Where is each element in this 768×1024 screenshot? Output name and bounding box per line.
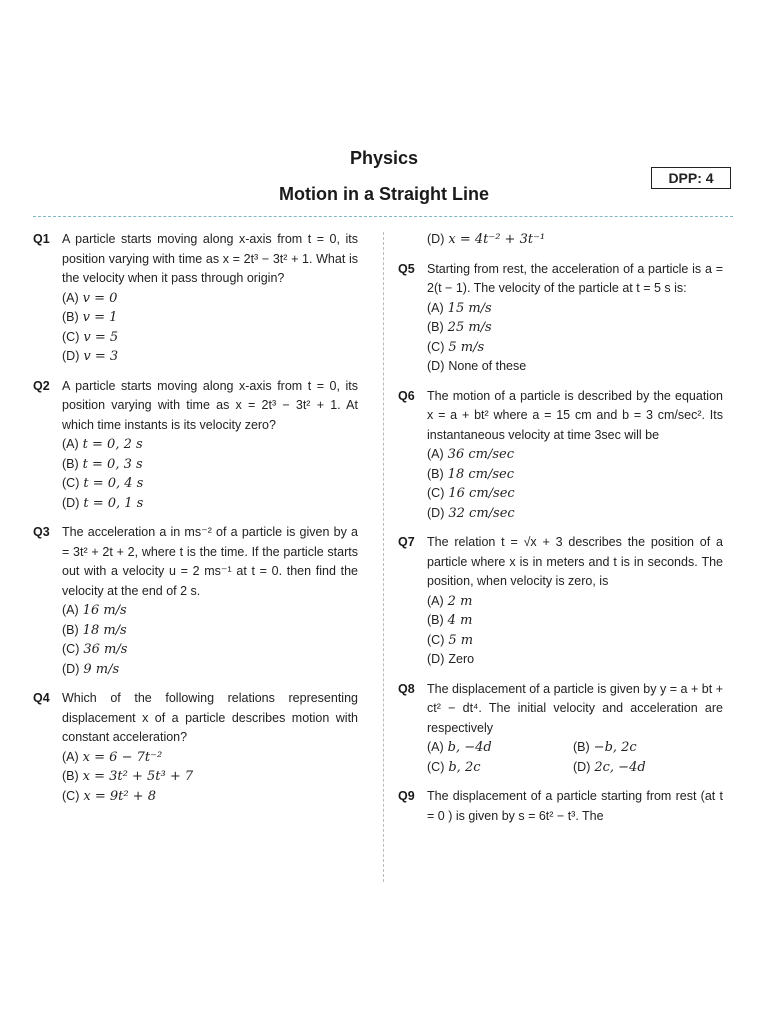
question-q5 — [398, 260, 723, 377]
option-label: (A) — [427, 593, 444, 608]
option-b — [573, 738, 723, 758]
option-label: (A) — [427, 447, 444, 461]
option-label: (B) — [62, 622, 79, 637]
question-q8 — [398, 680, 723, 778]
question-number: Q7 — [398, 535, 415, 549]
option-text: t = 0, 2 s — [82, 437, 143, 452]
option-a — [427, 299, 723, 319]
option-text: 32 cm/sec — [448, 505, 515, 521]
option-label: (C) — [427, 486, 445, 500]
option-d — [427, 650, 723, 670]
page-title: Physics — [349, 148, 419, 168]
question-text: Starting from rest, the acceleration of a particle is a = 2(t − 1). The velocity of the particle at t = 5 s is: — [427, 261, 723, 295]
option-label: (B) — [427, 320, 444, 334]
option-c — [62, 474, 358, 494]
option-text: x = 4t⁻² + 3t⁻¹ — [448, 232, 546, 247]
question-q9 — [398, 787, 723, 826]
option-label: (A) — [62, 437, 79, 451]
option-label: (C) — [427, 632, 445, 647]
option-c — [62, 640, 358, 660]
option-text: 15 m/s — [447, 300, 492, 316]
question-number: Q3 — [33, 525, 50, 539]
option-label: (D) — [62, 661, 80, 676]
option-c — [427, 484, 723, 504]
option-label: (D) — [427, 232, 445, 246]
option-text: None of these — [448, 359, 527, 373]
option-text: v = 0 — [82, 290, 118, 306]
question-number: Q8 — [398, 681, 415, 696]
option-label: (C) — [427, 339, 445, 354]
question-q2 — [33, 377, 358, 514]
question-number: Q9 — [398, 789, 415, 803]
left-column — [33, 230, 358, 816]
option-label: (C) — [62, 476, 80, 490]
question-q1 — [33, 230, 358, 367]
option-label: (C) — [62, 329, 80, 344]
option-text: 18 cm/sec — [447, 466, 514, 482]
question-text: The displacement of a particle starting from rest (at t = 0 ) is given by s = 6t² − t³. The — [427, 789, 723, 823]
option-label: (C) — [62, 642, 80, 656]
option-d — [427, 357, 723, 377]
option-label: (B) — [573, 740, 590, 754]
option-text: 36 cm/sec — [447, 447, 514, 462]
option-c — [427, 338, 723, 358]
option-b — [62, 455, 358, 475]
option-label: (D) — [427, 359, 445, 373]
option-text: x = 6 − 7t⁻² — [82, 749, 163, 765]
option-d — [62, 660, 358, 680]
option-b — [62, 767, 358, 787]
question-text: A particle starts moving along x-axis from t = 0, its position varying with time as x = 2t³ − 3t² + 1. At which time instants is its velocity zero? — [62, 378, 358, 432]
option-label: (A) — [62, 749, 79, 764]
option-a — [62, 289, 358, 309]
option-a — [427, 592, 723, 612]
question-number: Q5 — [398, 261, 415, 276]
option-text: 16 m/s — [82, 603, 127, 618]
option-b — [62, 308, 358, 328]
option-a — [427, 738, 573, 758]
header-divider — [33, 216, 733, 217]
option-text: 5 m/s — [448, 339, 485, 355]
page-subtitle: Motion in a Straight Line — [279, 184, 489, 204]
option-d — [427, 230, 723, 250]
option-label: (B) — [62, 310, 79, 324]
question-q4 — [33, 689, 358, 806]
option-label: (D) — [427, 652, 445, 666]
option-label: (C) — [427, 759, 445, 774]
question-number: Q1 — [33, 232, 50, 246]
option-text: v = 3 — [83, 349, 119, 364]
option-b — [62, 621, 358, 641]
question-text: The motion of a particle is described by the equation x = a + bt² where a = 15 cm and b = 3 cm/sec². Its instantaneous velocity at time 3sec will be — [427, 388, 723, 442]
option-a — [427, 445, 723, 465]
question-q6 — [398, 387, 723, 524]
option-a — [62, 748, 358, 768]
question-text: The relation t = √x + 3 describes the position of a particle where x is in meters and t is in seconds. The position, when velocity is zero, is — [427, 535, 723, 588]
question-q7 — [398, 533, 723, 670]
option-text: v = 1 — [82, 310, 118, 325]
option-b — [427, 465, 723, 485]
option-text: v = 5 — [83, 329, 119, 345]
option-text: Zero — [448, 652, 475, 666]
option-label: (D) — [62, 495, 80, 510]
option-text: 2 m — [447, 593, 473, 609]
option-a — [62, 435, 358, 455]
option-label: (B) — [427, 613, 444, 627]
question-number: Q4 — [33, 691, 50, 705]
option-text: b, −4d — [447, 740, 492, 755]
right-column — [398, 230, 723, 836]
option-label: (A) — [427, 740, 444, 754]
option-d — [62, 494, 358, 514]
dpp-badge: DPP: 4 — [651, 167, 731, 189]
option-label: (B) — [427, 466, 444, 481]
option-d — [427, 504, 723, 524]
option-text: 18 m/s — [82, 622, 127, 638]
question-number: Q2 — [33, 378, 50, 393]
option-d — [62, 347, 358, 367]
option-c — [62, 328, 358, 348]
option-a — [62, 601, 358, 621]
option-b — [427, 611, 723, 631]
option-text: 9 m/s — [83, 661, 120, 677]
option-label: (A) — [62, 603, 79, 617]
option-text: x = 9t² + 8 — [83, 788, 156, 804]
option-text: 16 cm/sec — [448, 486, 515, 501]
question-text: The displacement of a particle is given by y = a + bt + ct² − dt⁴. The initial velocity and acceleration are respectively — [427, 681, 723, 735]
option-label: (A) — [427, 300, 444, 315]
option-label: (A) — [62, 290, 79, 305]
options-grid — [427, 738, 723, 777]
question-number: Q6 — [398, 388, 415, 403]
option-text: −b, 2c — [593, 740, 637, 755]
option-label: (C) — [62, 788, 80, 803]
option-c — [427, 631, 723, 651]
option-label: (D) — [573, 759, 591, 774]
q4-continued-option — [398, 230, 723, 250]
option-label: (D) — [427, 505, 445, 520]
question-text: The acceleration a in ms⁻² of a particle is given by a = 3t² + 2t + 2, where t is the time. If the particle starts out with a velocity u = 2 ms⁻¹ at t = 0. then find the velocity at the end of 2 s. — [62, 525, 358, 598]
option-label: (D) — [62, 349, 80, 363]
column-divider — [383, 232, 384, 882]
option-c — [62, 787, 358, 807]
option-text: t = 0, 3 s — [82, 456, 143, 472]
option-text: t = 0, 1 s — [83, 495, 144, 511]
question-text: A particle starts moving along x-axis from t = 0, its position varying with time as x = 2t³ − 3t² + 1. What is the velocity when it pass through origin? — [62, 232, 358, 285]
option-text: 4 m — [447, 613, 473, 628]
option-c — [427, 758, 573, 778]
option-text: t = 0, 4 s — [83, 476, 144, 491]
option-text: 36 m/s — [83, 642, 128, 657]
option-label: (B) — [62, 456, 79, 471]
option-text: 2c, −4d — [594, 759, 646, 775]
question-q3 — [33, 523, 358, 679]
option-text: x = 3t² + 5t³ + 7 — [82, 769, 194, 784]
option-text: b, 2c — [448, 759, 481, 775]
option-b — [427, 318, 723, 338]
option-text: 5 m — [448, 632, 474, 648]
question-text: Which of the following relations representing displacement x of a particle describes motion with constant acceleration? — [62, 691, 358, 744]
option-label: (B) — [62, 769, 79, 783]
option-text: 25 m/s — [447, 320, 492, 335]
option-d — [573, 758, 723, 778]
